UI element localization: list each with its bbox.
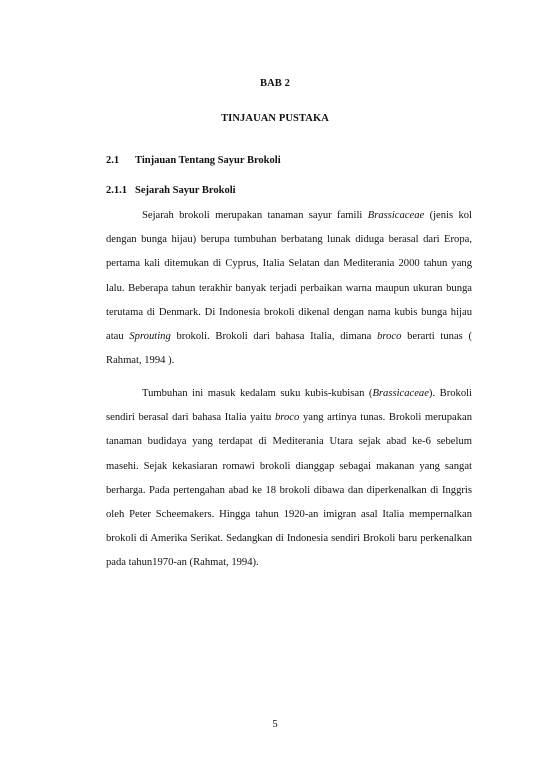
subsection-title: Sejarah Sayur Brokoli xyxy=(135,185,236,196)
section-number: 2.1 xyxy=(106,155,120,166)
paragraph-1 xyxy=(106,204,472,373)
subsection-number: 2.1.1 xyxy=(106,185,127,196)
section-heading xyxy=(106,155,281,166)
section-title: Tinjauan Tentang Sayur Brokoli xyxy=(135,155,281,166)
paragraph-2-text: yang artinya tunas. Brokoli merupakan tanaman budidaya yang terdapat di Mediterania Utara sejak abad ke-6 sebelum masehi. Sejak kekasiaran romawi brokoli dianggap sebagai makanan yang sangat berharga. Pada pertengahan abad ke 18 brokoli dibawa dan diperkenalkan di Inggris oleh Peter Scheemakers. Hingga tahun 1920-an imigran asal Italia mempernalkan brokoli di Amerika Serikat. Sedangkan di Indonesia sendiri Brokoli baru perkenalkan pada tahun1970-an (Rahmat, 1994). xyxy=(106,412,472,569)
page-number: 5 xyxy=(272,719,278,730)
italic-term: broco xyxy=(377,331,402,343)
italic-term: broco xyxy=(274,412,300,424)
italic-term: Sprouting xyxy=(129,331,171,343)
subsection-heading xyxy=(106,185,236,196)
paragraph-2-text: ). Brokoli sendiri berasal dari bahasa Italia yaitu xyxy=(106,388,473,424)
chapter-title: TINJAUAN PUSTAKA xyxy=(221,113,329,124)
paragraph-2-text: Tumbuhan ini masuk kedalam suku kubis-kubisan ( xyxy=(142,388,373,399)
paragraph-2 xyxy=(106,382,472,576)
paragraph-1-text: berarti tunas ( Rahmat, 1994 ). xyxy=(106,331,473,367)
paragraph-1-text: Sejarah brokoli merupakan tanaman sayur famili xyxy=(142,210,368,221)
paragraph-1-text: brokoli. Brokoli dari bahasa Italia, dimana xyxy=(170,331,378,343)
paragraph-1-text: (jenis kol dengan bunga hijau) berupa tumbuhan berbatang lunak diduga berasal dari Eropa, pertama kali ditemukan di Cyprus, Italia Selatan dan Mediterania 2000 tahun yang lalu. Beberapa tahun terakhir banyak terjadi perbaikan warna maupun ukuran bunga terutama di Denmark. Di Indonesia brokoli dikenal dengan nama kubis bunga hijau atau xyxy=(106,210,472,343)
chapter-heading: BAB 2 xyxy=(260,78,290,89)
italic-term: Brassicaceae xyxy=(372,388,429,399)
italic-term: Brassicaceae xyxy=(367,210,425,221)
